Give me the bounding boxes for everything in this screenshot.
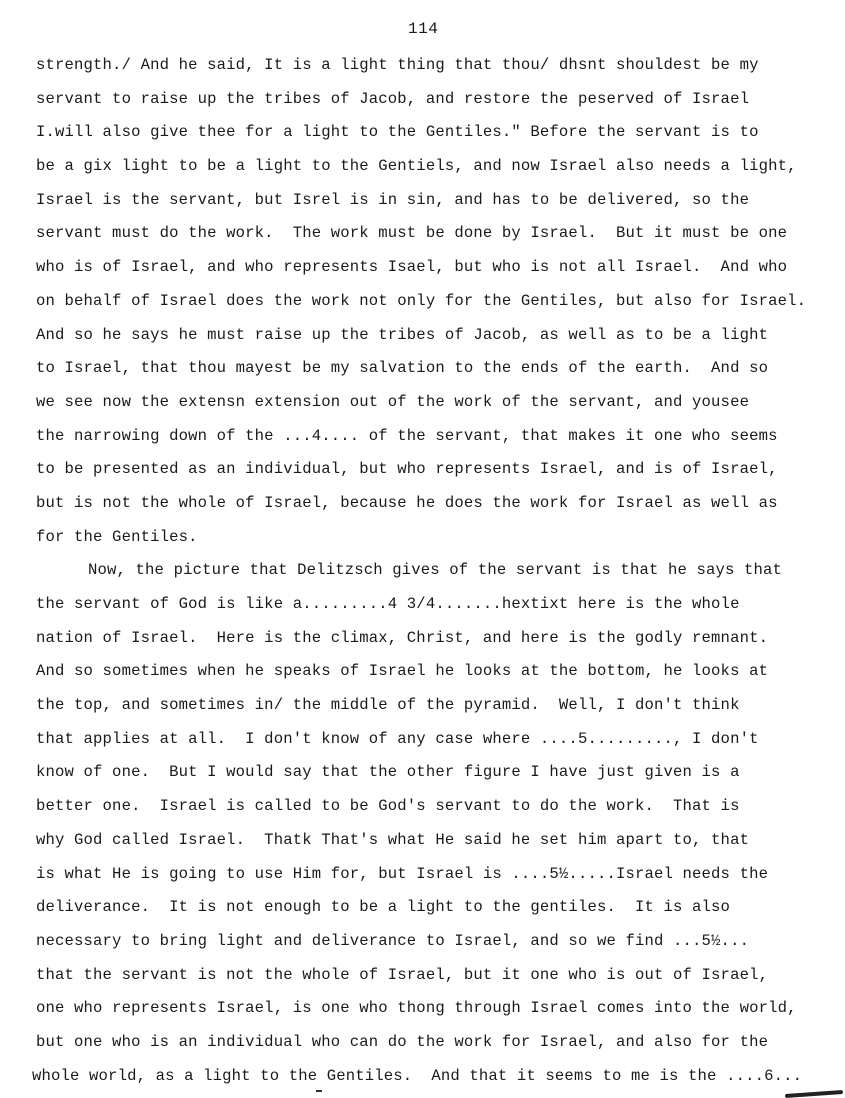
text-line: know of one. But I would say that the other figure I have just given is a [36,763,740,782]
text-line: why God called Israel. Thatk That's what He said he set him apart to, that [36,830,750,849]
text-line: on behalf of Israel does the work not only for the Gentiles, but also for Israel. [36,291,807,310]
text-line: the top, and sometimes in/ the middle of the pyramid. Well, I don't think [36,696,740,715]
text-line: And so he says he must raise up the tribes of Jacob, as well as to be a light [36,325,769,344]
text-line: necessary to bring light and deliverance to Israel, and so we find ...5½... [36,931,750,950]
page-number: 114 [408,20,439,38]
text-line: servant to raise up the tribes of Jacob, and restore the peserved of Israel [36,89,750,108]
text-line: who is of Israel, and who represents Isael, but who is not all Israel. And who [36,258,788,277]
typed-body-text [32,49,836,1093]
ink-speck [316,1090,322,1092]
text-line: better one. Israel is called to be God's servant to do the work. That is [36,797,740,816]
text-line: for the Gentiles. [36,527,198,546]
text-line: I.will also give thee for a light to the Gentiles." Before the servant is to [36,123,759,142]
text-line: deliverance. It is not enough to be a light to the gentiles. It is also [36,898,731,917]
text-line: nation of Israel. Here is the climax, Christ, and here is the godly remnant. [36,628,769,647]
text-line: one who represents Israel, is one who thong through Israel comes into the world, [36,999,797,1018]
text-line: strength./ And he said, It is a light thing that thou/ dhsnt shouldest be my [36,56,759,74]
text-line: but one who is an individual who can do the work for Israel, and also for the [36,1032,769,1051]
text-line: Israel is the servant, but Isrel is in sin, and has to be delivered, so the [36,190,750,209]
text-line: whole world, as a light to the Gentiles. And that it seems to me is the ....6... [32,1066,803,1085]
text-line: that applies at all. I don't know of any case where ....5........., I don't [36,729,759,748]
text-line: servant must do the work. The work must be done by Israel. But it must be one [36,224,788,243]
text-line: the narrowing down of the ...4.... of the servant, that makes it one who seems [36,426,778,445]
text-line: that the servant is not the whole of Israel, but it one who is out of Israel, [36,965,769,984]
text-line: the servant of God is like a.........4 3/4.......hextixt here is the whole [36,595,740,613]
text-line: to Israel, that thou mayest be my salvation to the ends of the earth. And so [36,359,769,378]
text-line: be a gix light to be a light to the Gentiels, and now Israel also needs a light, [36,157,797,176]
paragraph-first-line: Now, the picture that Delitzsch gives of the servant is that he says that [88,561,783,580]
text-line: is what He is going to use Him for, but Israel is ....5½.....Israel needs the [36,864,769,883]
text-line: but is not the whole of Israel, because he does the work for Israel as well as [36,493,778,512]
text-line: And so sometimes when he speaks of Israel he looks at the bottom, he looks at [36,662,769,681]
text-line: we see now the extensn extension out of the work of the servant, and yousee [36,392,750,411]
text-line: to be presented as an individual, but who represents Israel, and is of Israel, [36,460,778,479]
